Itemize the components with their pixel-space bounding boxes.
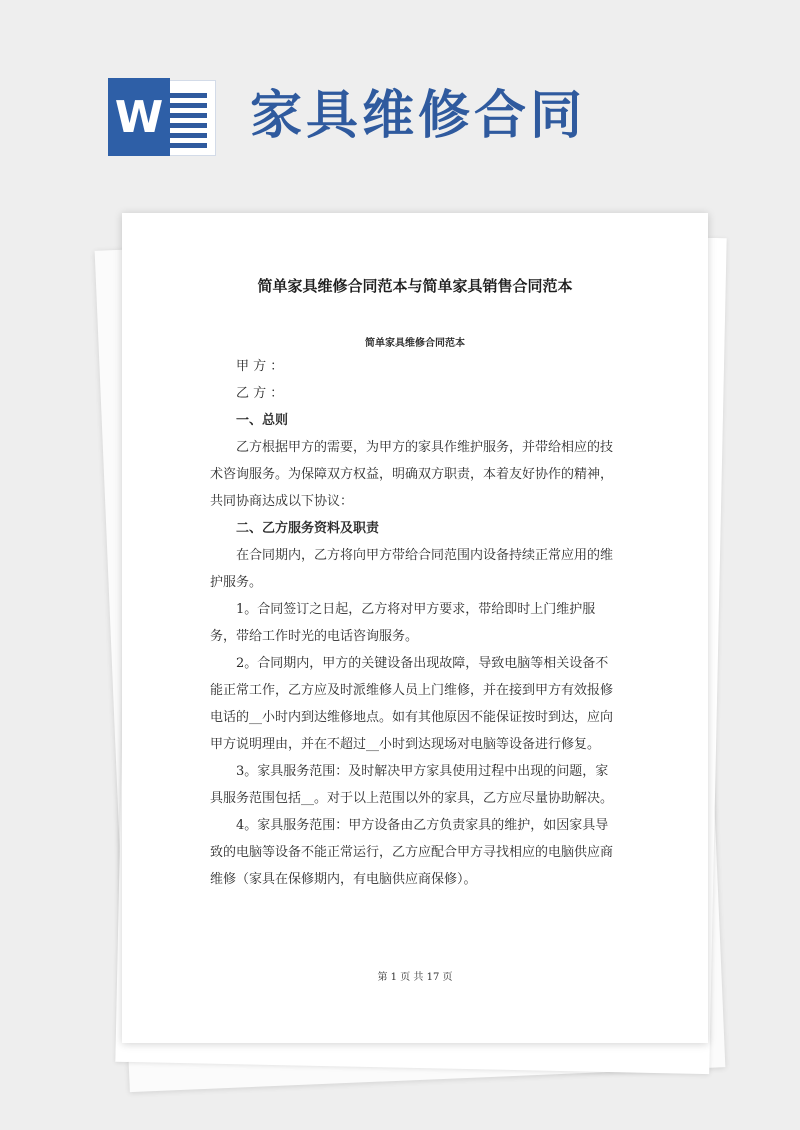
document-body (210, 353, 620, 893)
paragraph: 乙 方 ： (236, 386, 284, 401)
paragraph: 3。家具服务范围：及时解决甲方家具使用过程中出现的问题，家具服务范围包括__。对于以上范围以外的家具，乙方应尽量协助解决。 (210, 764, 614, 806)
word-document-icon (108, 78, 214, 156)
header-banner (0, 0, 800, 200)
section-heading: 一、总则 (236, 413, 289, 428)
section-heading: 二、乙方服务资料及职责 (236, 521, 380, 536)
document-subtitle: 简单家具维修合同范本 (365, 338, 465, 349)
page-number: 第 1 页 共 17 页 (377, 972, 453, 983)
word-icon-letter: W (108, 78, 170, 156)
paragraph: 4。家具服务范围：甲方设备由乙方负责家具的维护，如因家具导致的电脑等设备不能正常运行，乙方应配合甲方寻找相应的电脑供应商维修（家具在保修期内，有电脑供应商保修）。 (210, 818, 614, 887)
paragraph: 甲 方 ： (236, 359, 284, 374)
paragraph: 乙方根据甲方的需要，为甲方的家具作维护服务，并带给相应的技术咨询服务。为保障双方权益，明确双方职责，本着友好协作的精神，共同协商达成以下协议： (210, 440, 614, 509)
document-title: 简单家具维修合同范本与简单家具销售合同范本 (257, 277, 573, 295)
banner-title: 家具维修合同 (250, 86, 587, 146)
paragraph: 在合同期内，乙方将向甲方带给合同范围内设备持续正常应用的维护服务。 (210, 548, 614, 590)
document-page (122, 213, 708, 1043)
paragraph: 2。合同期内，甲方的关键设备出现故障，导致电脑等相关设备不能正常工作，乙方应及时派维修人员上门维修，并在接到甲方有效报修电话的__小时内到达维修地点。如有其他原因不能保证按时到达，应向甲方说明理由，并在不超过__小时到达现场对电脑等设备进行修复。 (210, 656, 614, 752)
paragraph: 1。合同签订之日起，乙方将对甲方要求，带给即时上门维护服务，带给工作时光的电话咨询服务。 (210, 602, 596, 644)
